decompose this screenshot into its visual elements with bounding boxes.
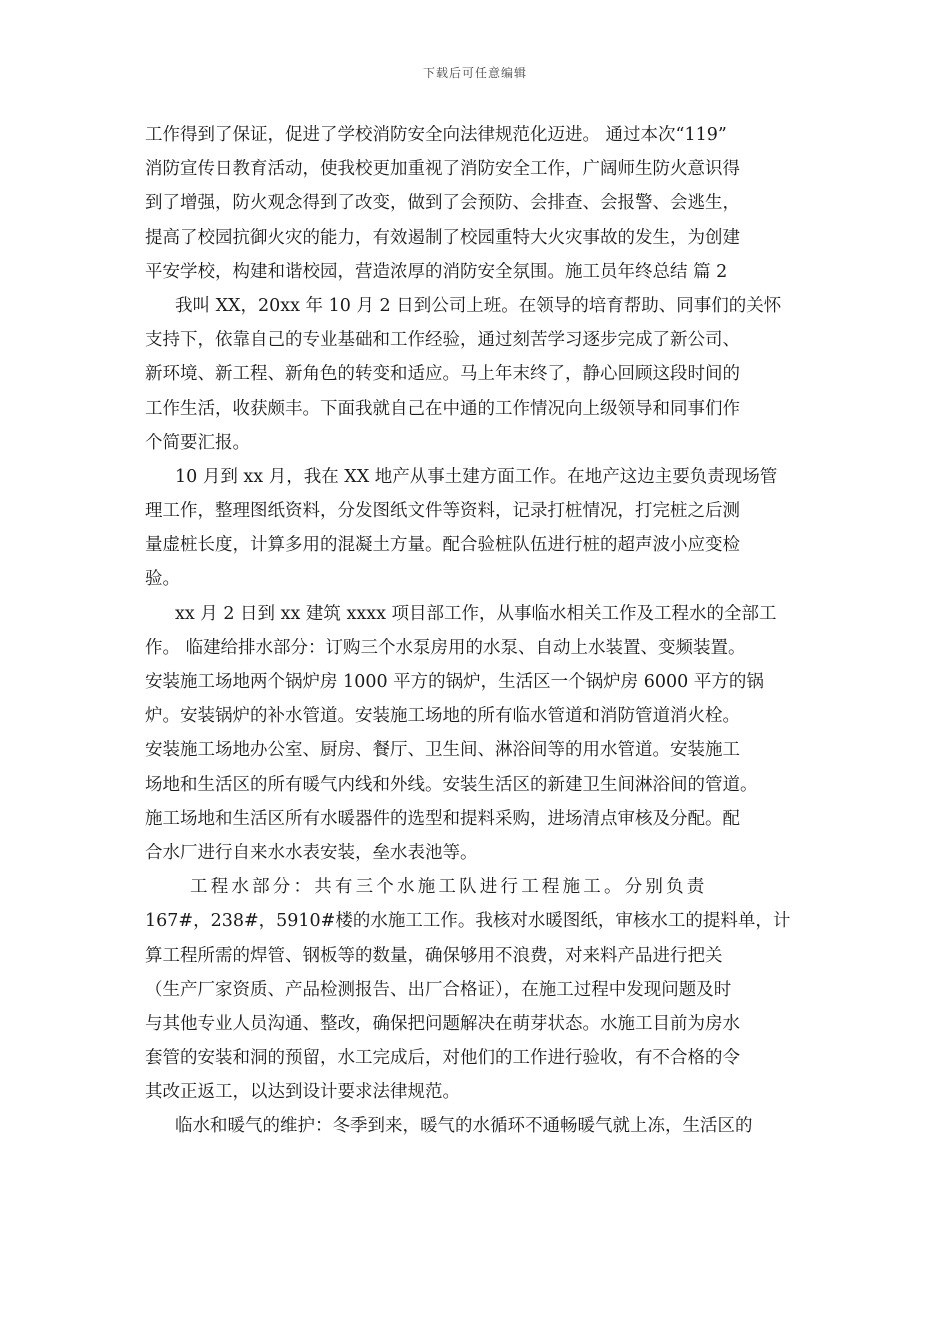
document-body — [145, 118, 815, 1144]
text-line: 验。 — [145, 569, 180, 590]
text-line: 到了增强，防火观念得到了改变，做到了会预防、会排查、会报警、会逃生， — [145, 193, 740, 214]
text-line: 量虚桩长度，计算多用的混凝土方量。配合验桩队伍进行桩的超声波小应变检 — [145, 535, 740, 556]
page-header: 下载后可任意编辑 — [422, 66, 527, 80]
text-line: 提高了校园抗御火灾的能力，有效遏制了校园重特大火灾事故的发生，为创建 — [145, 227, 740, 248]
text-line: 其改正返工，以达到设计要求法律规范。 — [145, 1082, 460, 1103]
text-line: 炉。安装锅炉的补水管道。安装施工场地的所有临水管道和消防管道消火栓。 — [145, 706, 740, 727]
text-line: 工作生活，收获颇丰。下面我就自己在中通的工作情况向上级领导和同事们作 — [145, 398, 740, 419]
text-line: 平安学校，构建和谐校园，营造浓厚的消防安全氛围。施工员年终总结 篇 2 — [145, 261, 728, 282]
text-line: 场地和生活区的所有暖气内线和外线。安装生活区的新建卫生间淋浴间的管道。 — [145, 774, 758, 795]
paragraph-start: 10 月到 xx 月，我在 XX 地产从事土建方面工作。在地产这边主要负责现场管 — [175, 466, 778, 487]
text-line: 施工场地和生活区所有水暖器件的选型和提料采购，进场清点审核及分配。配 — [145, 808, 740, 829]
text-line: 工作得到了保证，促进了学校消防安全向法律规范化迈进。 通过本次“119” — [145, 125, 727, 145]
text-line: 合水厂进行自来水水表安装，垒水表池等。 — [145, 842, 478, 863]
paragraph-start: 临水和暖气的维护：冬季到来，暖气的水循环不通畅暖气就上冻，生活区的 — [175, 1116, 753, 1137]
text-line: 理工作，整理图纸资料，分发图纸文件等资料，记录打桩情况，打完桩之后测 — [145, 501, 740, 522]
text-line: 新环境、新工程、新角色的转变和适应。马上年末终了，静心回顾这段时间的 — [145, 364, 740, 385]
text-line: 算工程所需的焊管、钢板等的数量，确保够用不浪费，对来料产品进行把关 — [145, 945, 723, 966]
text-line: 安装施工场地办公室、厨房、餐厅、卫生间、淋浴间等的用水管道。安装施工 — [145, 740, 740, 761]
paragraph-start: 工程水部分：共有三个水施工队进行工程施工。分别负责 — [190, 877, 708, 898]
text-line: 支持下，依靠自己的专业基础和工作经验，通过刻苦学习逐步完成了新公司、 — [145, 330, 740, 351]
text-line: 与其他专业人员沟通、整改，确保把问题解决在萌芽状态。水施工目前为房水 — [145, 1013, 740, 1034]
text-line: （生产厂家资质、产品检测报告、出厂合格证），在施工过程中发现问题及时 — [145, 979, 732, 1000]
text-line: 消防宣传日教育活动，使我校更加重视了消防安全工作，广阔师生防火意识得 — [145, 159, 740, 180]
paragraph-start: 我叫 XX，20xx 年 10 月 2 日到公司上班。在领导的培育帮助、同事们的关怀 — [175, 295, 782, 316]
text-line: 作。 临建给排水部分：订购三个水泵房用的水泵、自动上水装置、变频装置。 — [145, 637, 746, 658]
text-line: 安装施工场地两个锅炉房 1000 平方的锅炉，生活区一个锅炉房 6000 平方的锅 — [145, 672, 764, 692]
paragraph-start: xx 月 2 日到 xx 建筑 xxxx 项目部工作，从事临水相关工作及工程水的全部工 — [175, 603, 777, 624]
text-line: 套管的安装和洞的预留，水工完成后，对他们的工作进行验收，有不合格的令 — [145, 1048, 740, 1069]
text-line: 167#，238#，5910#楼的水施工工作。我核对水暖图纸，审核水工的提料单，计 — [145, 911, 791, 932]
text-line: 个简要汇报。 — [145, 432, 250, 453]
